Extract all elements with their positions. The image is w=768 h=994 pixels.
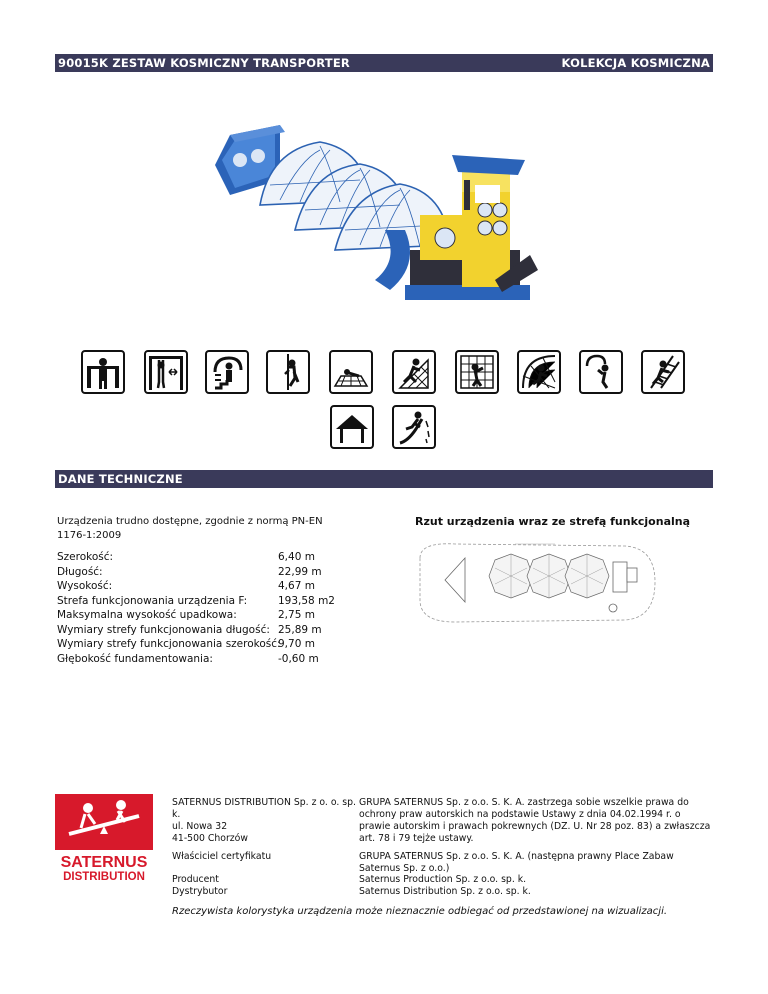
spec-value: 4,67 m	[278, 580, 315, 592]
norm-text: Urządzenia trudno dostępne, zgodnie z normą PN-EN 1176-1:2009	[57, 516, 323, 541]
spec-value: 9,70 m	[278, 638, 315, 650]
spec-value: 2,75 m	[278, 609, 315, 621]
collection-name: KOLEKCJA KOSMICZNA	[561, 56, 710, 70]
spec-label: Wymiary strefy funkcjonowania szerokość:	[57, 638, 281, 650]
tower-module	[405, 155, 538, 300]
company-address	[172, 797, 362, 845]
spec-label: Wysokość:	[57, 580, 113, 592]
section-bar	[55, 470, 713, 488]
crawl-net-icon	[329, 350, 373, 394]
company-city: 41-500 Chorzów	[172, 833, 248, 844]
rope-climb-icon	[266, 350, 310, 394]
climbing-net-icon	[455, 350, 499, 394]
spec-value: 22,99 m	[278, 565, 322, 578]
hanging-bar-icon	[144, 350, 188, 394]
spec-values	[278, 550, 335, 666]
spec-labels	[57, 550, 281, 666]
spec-label: Szerokość:	[57, 551, 114, 563]
spec-label: Długość:	[57, 565, 103, 578]
spec-label: Wymiary strefy funkcjonowania długość:	[57, 623, 270, 636]
producer-label: Producent	[172, 874, 219, 885]
owner-label: Właściciel certyfikatu	[172, 851, 272, 862]
dome-climb-icon	[517, 350, 561, 394]
steps-icon	[205, 350, 249, 394]
spec-label: Głębokość fundamentowania:	[57, 652, 213, 665]
product-render	[200, 80, 568, 330]
header-bar	[55, 54, 713, 72]
product-title: 90015K ZESTAW KOSMICZNY TRANSPORTER	[58, 56, 350, 70]
balance-icon	[81, 350, 125, 394]
spec-value: 25,89 m	[278, 623, 322, 636]
roof-shelter-icon	[330, 405, 374, 449]
spec-value: 193,58 m2	[278, 594, 335, 607]
producer-value: Saternus Production Sp. z o.o. sp. k.	[359, 874, 527, 885]
owner-value: GRUPA SATERNUS Sp. z o.o. S. K. A. (następna prawny Place Zabaw Saternus Sp. z o.o.)	[359, 851, 674, 874]
svg-text:DISTRIBUTION: DISTRIBUTION	[63, 871, 145, 883]
spec-value: 6,40 m	[278, 551, 315, 563]
swing-icon	[579, 350, 623, 394]
copyright-text: GRUPA SATERNUS Sp. z o.o. S. K. A. zastrzega sobie wszelkie prawa do ochrony praw autorskich na podstawie Ustawy z dnia 04.02.1994 r. o prawie autorskim i prawach pokrewnych (DZ. U. Nr 28 poz. 83) a zwłaszcza art. 78 i 79 tejże ustawy.	[359, 797, 711, 844]
company-name: SATERNUS DISTRIBUTION Sp. z o. o. sp. k.	[172, 797, 356, 820]
climbing-wall-icon	[392, 350, 436, 394]
company-street: ul. Nowa 32	[172, 821, 228, 832]
distributor-value: Saternus Distribution Sp. z o.o. sp. k.	[359, 886, 531, 897]
spec-label: Maksymalna wysokość upadkowa:	[57, 609, 237, 621]
ladder-climb-icon	[641, 350, 685, 394]
slide-icon	[392, 405, 436, 449]
distributor-label: Dystrybutor	[172, 886, 228, 897]
saternus-logo	[55, 794, 153, 884]
plan-title: Rzut urządzenia wraz ze strefą funkcjonalną	[415, 515, 691, 528]
color-disclaimer: Rzeczywista kolorystyka urządzenia może nieznacznie odbiegać od przedstawionej na wizualizacji.	[172, 906, 668, 917]
section-title: DANE TECHNICZNE	[58, 472, 183, 486]
plan-drawing	[415, 538, 660, 626]
svg-text:SATERNUS: SATERNUS	[60, 854, 148, 871]
spec-label: Strefa funkcjonowania urządzenia F:	[57, 594, 248, 607]
spec-value: -0,60 m	[278, 652, 319, 665]
